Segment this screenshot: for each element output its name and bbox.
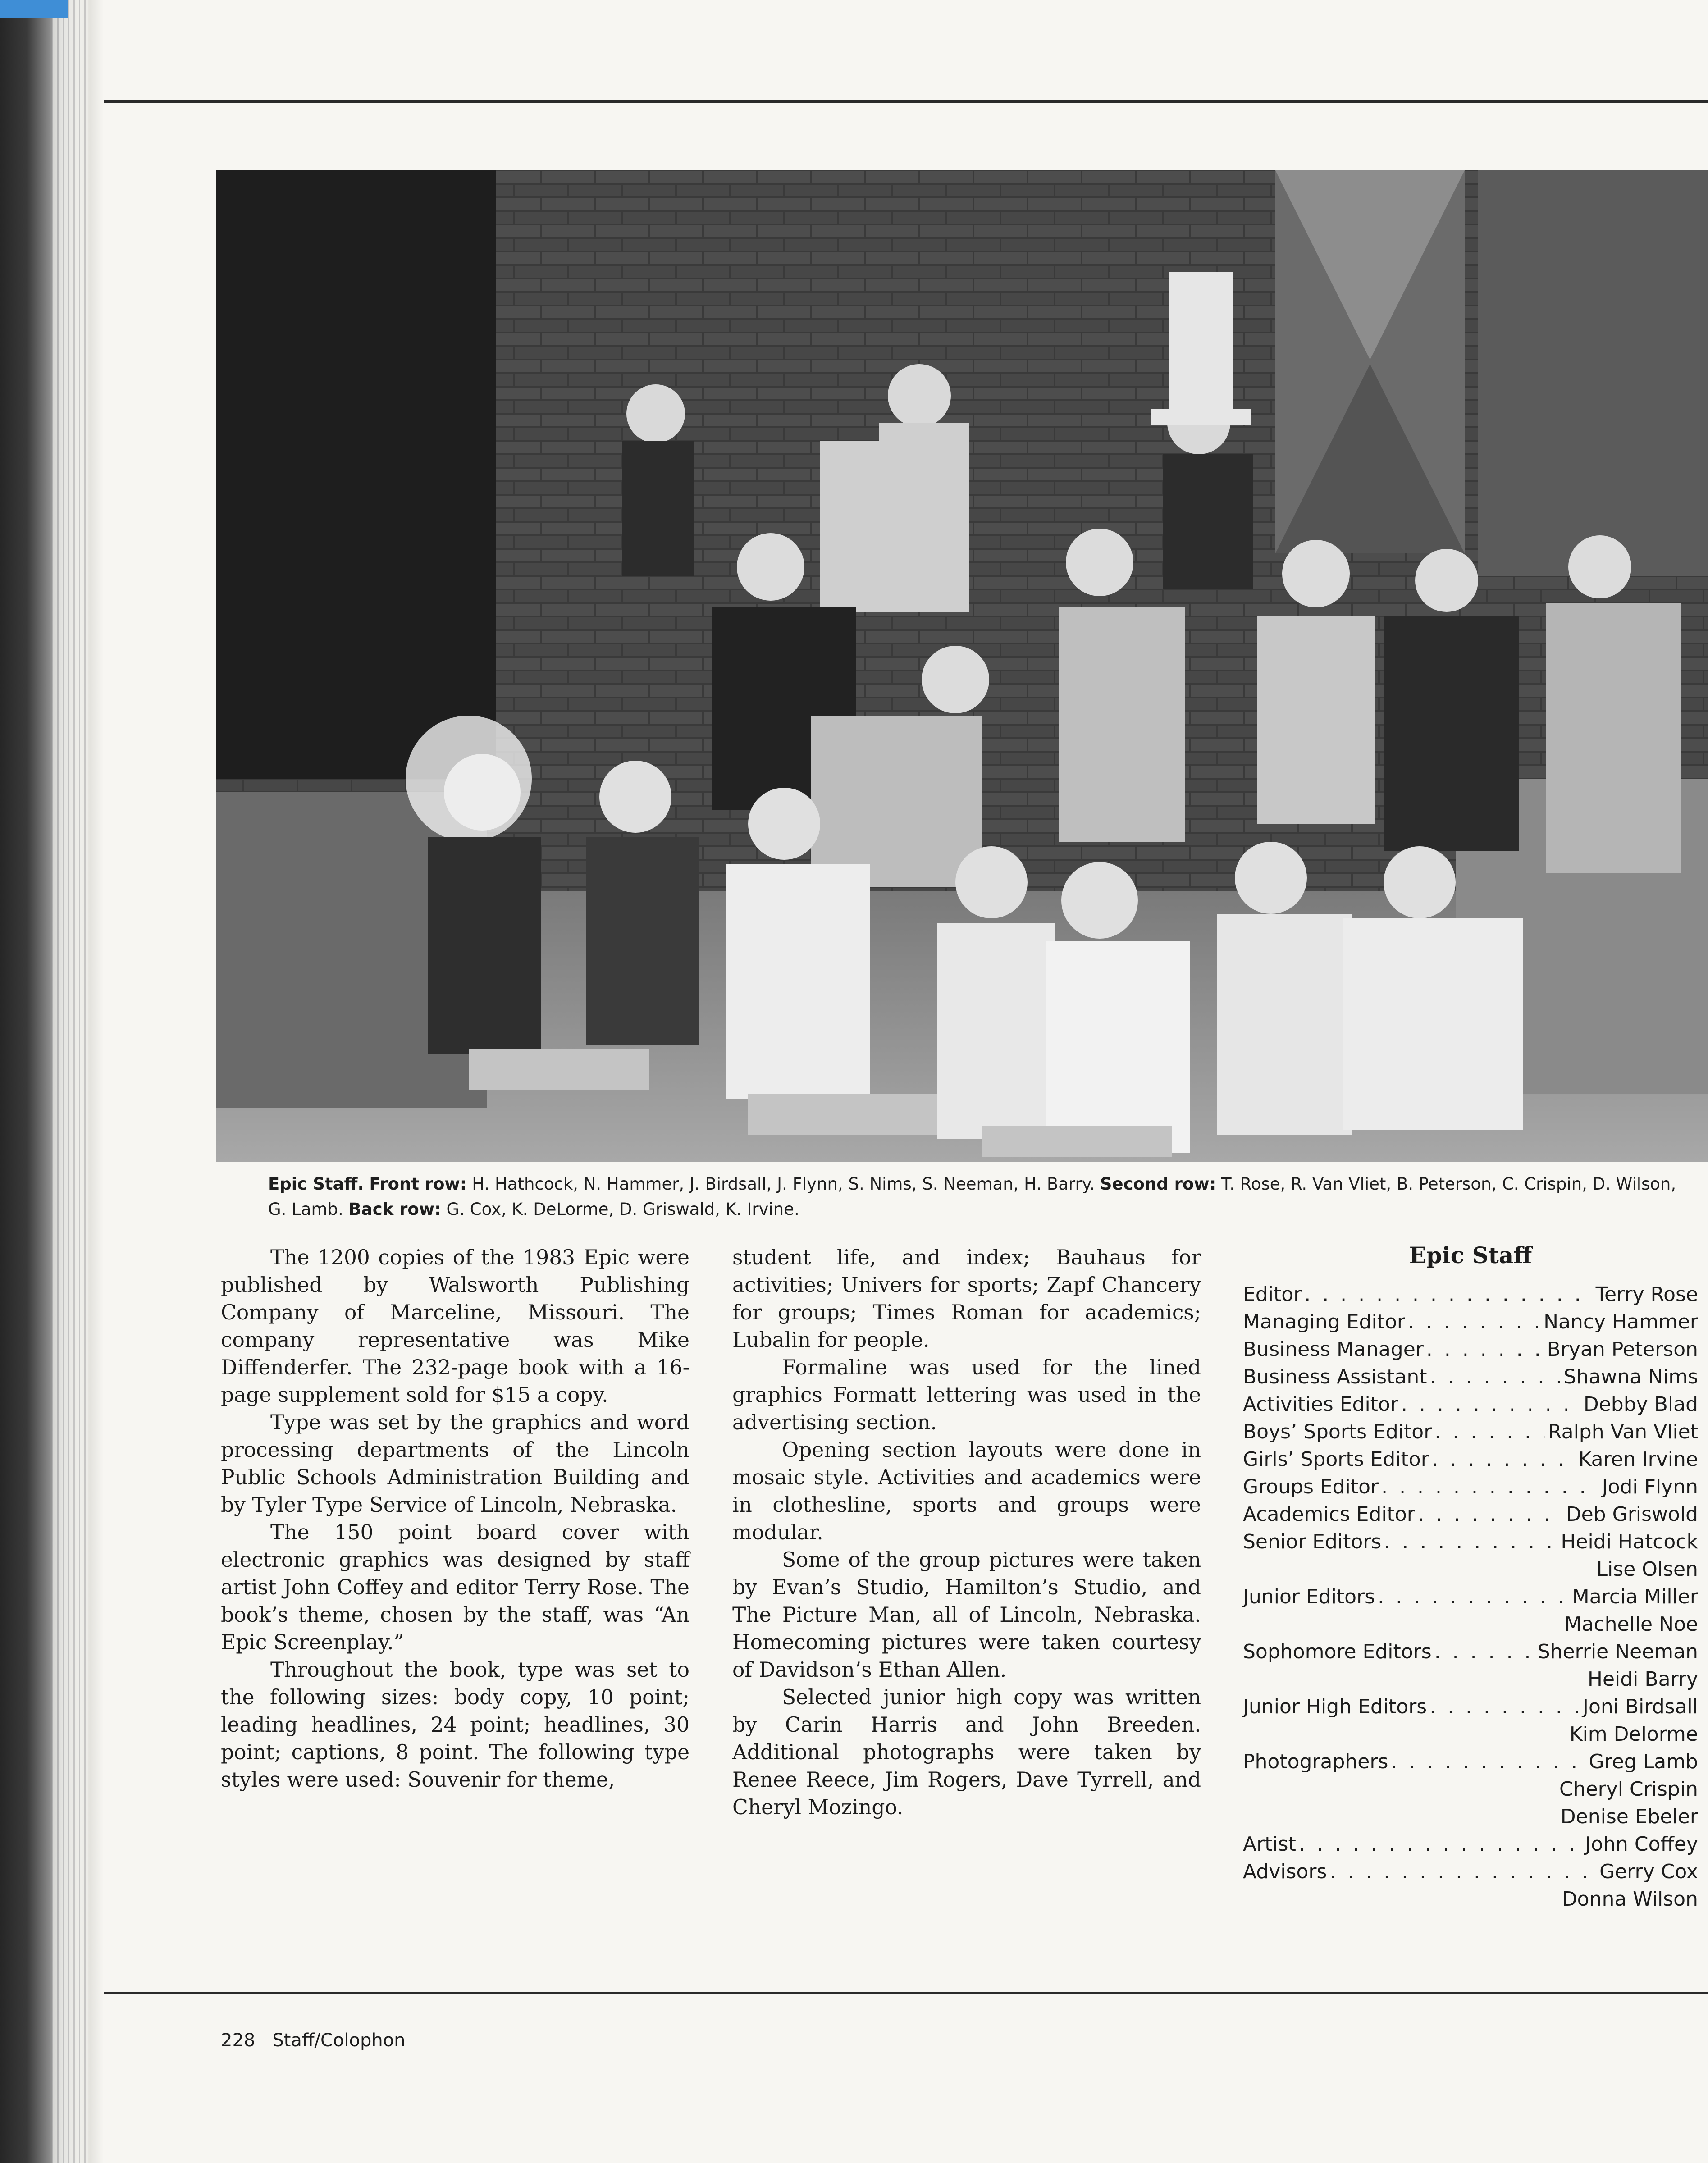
staff-role: Business Assistant	[1243, 1365, 1427, 1388]
staff-role: Junior Editors	[1243, 1585, 1375, 1608]
staff-list	[1243, 1241, 1698, 1913]
staff-name: Denise Ebeler	[1560, 1805, 1698, 1828]
leader-dots	[1426, 1336, 1544, 1363]
caption-front-names: H. Hathcock, N. Hammer, J. Birdsall, J. Flynn, S. Nims, S. Neeman, H. Barry.	[466, 1174, 1100, 1194]
leader-dots	[1418, 1501, 1563, 1528]
staff-entry	[1243, 1363, 1698, 1391]
staff-entry	[1243, 1830, 1698, 1858]
staff-name: Greg Lamb	[1589, 1750, 1698, 1773]
staff-entry	[1243, 1638, 1698, 1666]
leader-dots	[1384, 1528, 1558, 1556]
staff-name: Ralph Van Vliet	[1548, 1420, 1698, 1443]
staff-role: Junior High Editors	[1243, 1695, 1427, 1718]
staff-entry	[1243, 1308, 1698, 1336]
colophon-column-1	[221, 1244, 690, 1793]
leader-dots	[1432, 1446, 1576, 1473]
staff-role: Artist	[1243, 1833, 1296, 1856]
staff-entry	[1243, 1583, 1698, 1611]
staff-name: Deb Griswold	[1566, 1503, 1698, 1526]
staff-role: Editor	[1243, 1283, 1302, 1306]
staff-name: Cheryl Crispin	[1559, 1778, 1698, 1801]
leader-dots	[1401, 1391, 1581, 1418]
leader-dots	[1391, 1748, 1586, 1775]
staff-role: Senior Editors	[1243, 1530, 1382, 1553]
staff-role: Business Manager	[1243, 1338, 1424, 1361]
staff-role: Sophomore Editors	[1243, 1640, 1432, 1663]
bottom-rule	[104, 1992, 1708, 1994]
staff-entry	[1243, 1473, 1698, 1501]
leader-dots	[1408, 1308, 1541, 1336]
staff-role: Advisors	[1243, 1860, 1327, 1883]
staff-role: Boys’ Sports Editor	[1243, 1420, 1432, 1443]
paragraph-continued: student life, and index; Bauhaus for activities; Univers for sports; Zapf Chancery for groups; Times Roman for academics; Lubalin for people.	[732, 1246, 1201, 1352]
staff-name: Heidi Barry	[1587, 1668, 1698, 1691]
staff-name: Nancy Hammer	[1544, 1310, 1698, 1333]
top-rule	[104, 100, 1708, 103]
staff-name: Sherrie Neeman	[1537, 1640, 1698, 1663]
leader-dots	[1429, 1363, 1561, 1391]
staff-entry	[1243, 1281, 1698, 1308]
paragraph: The 150 point board cover with electronic graphics was designed by staff artist John Coffey and editor Terry Rose. The book’s theme, chosen by the staff, was “An Epic Screenplay.”	[221, 1520, 690, 1654]
staff-entry	[1243, 1418, 1698, 1446]
staff-entry	[1243, 1446, 1698, 1473]
page-edges	[52, 0, 88, 2163]
staff-entry	[1243, 1336, 1698, 1363]
staff-name: Donna Wilson	[1562, 1888, 1698, 1911]
paragraph: Selected junior high copy was written by Carin Harris and John Breeden. Additional photographs were taken by Renee Reece, Jim Rogers, Dave Tyrrell, and Cheryl Mozingo.	[732, 1685, 1201, 1819]
staff-name: Lise Olsen	[1596, 1558, 1698, 1581]
staff-entry	[1243, 1501, 1698, 1528]
book-binding	[0, 0, 104, 2163]
paragraph: Opening section layouts were done in mosaic style. Activities and academics were in clothesline, sports and groups were modular.	[732, 1438, 1201, 1544]
staff-name: Shawna Nims	[1563, 1365, 1698, 1388]
caption-second-names: T. Rose, R. Van Vliet, B. Peterson, C. Crispin, D. Wilson, G. Lamb.	[268, 1174, 1676, 1219]
staff-entry	[1243, 1748, 1698, 1775]
leader-dots	[1299, 1830, 1582, 1858]
staff-name: Machelle Noe	[1564, 1613, 1698, 1636]
leader-dots	[1434, 1638, 1535, 1666]
staff-name: Terry Rose	[1595, 1283, 1698, 1306]
staff-name: Heidi Hatcock	[1561, 1530, 1698, 1553]
page-footer	[221, 2030, 423, 2051]
leader-dots	[1429, 1693, 1580, 1720]
staff-name: Bryan Peterson	[1547, 1338, 1698, 1361]
caption-front-label: Front row:	[369, 1174, 467, 1194]
paragraph: Some of the group pictures were taken by Evan’s Studio, Hamilton’s Studio, and The Picture Man, all of Lincoln, Nebraska. Homecoming pictures were taken courtesy of Davidson’s Ethan Allen.	[732, 1548, 1201, 1682]
leader-dots	[1434, 1418, 1545, 1446]
staff-rows	[1243, 1281, 1698, 1913]
section-name: Staff/Colophon	[272, 2030, 406, 2051]
staff-role: Academics Editor	[1243, 1503, 1415, 1526]
leader-dots	[1378, 1583, 1570, 1611]
leader-dots	[1304, 1281, 1593, 1308]
staff-entry	[1243, 1528, 1698, 1556]
staff-entry	[1243, 1693, 1698, 1720]
staff-role: Groups Editor	[1243, 1475, 1379, 1498]
leader-dots	[1329, 1858, 1597, 1885]
paragraph: The 1200 copies of the 1983 Epic were published by Walsworth Publishing Company of Marceline, Missouri. The company representative was Mike Diffenderfer. The 232-page book with a 16-page supplement sold for $15 a copy.	[221, 1246, 690, 1407]
staff-role: Photographers	[1243, 1750, 1388, 1773]
colophon-column-2	[732, 1244, 1201, 1821]
staff-group-photo	[216, 170, 1708, 1162]
staff-list-title: Epic Staff	[1409, 1242, 1532, 1269]
staff-name: Jodi Flynn	[1602, 1475, 1698, 1498]
page-number: 228	[221, 2030, 256, 2051]
caption-back-label: Back row:	[348, 1200, 441, 1219]
paragraph: Throughout the book, type was set to the following sizes: body copy, 10 point; leading headlines, 24 point; headlines, 30 point; captions, 8 point. The following type styles were used: Souvenir for theme,	[221, 1658, 690, 1792]
staff-name: Marcia Miller	[1572, 1585, 1698, 1608]
caption-second-label: Second row:	[1100, 1174, 1216, 1194]
leader-dots	[1381, 1473, 1599, 1501]
staff-role: Girls’ Sports Editor	[1243, 1448, 1429, 1471]
paragraph: Type was set by the graphics and word processing departments of the Lincoln Public Schools Administration Building and by Tyler Type Service of Lincoln, Nebraska.	[221, 1410, 690, 1517]
staff-role: Managing Editor	[1243, 1310, 1405, 1333]
paragraph: Formaline was used for the lined graphics Formatt lettering was used in the advertising section.	[732, 1355, 1201, 1434]
staff-name: Debby Blad	[1583, 1393, 1698, 1416]
staff-name: Karen Irvine	[1578, 1448, 1698, 1471]
staff-name: John Coffey	[1585, 1833, 1698, 1856]
scan-marker	[0, 0, 68, 18]
staff-name: Joni Birdsall	[1583, 1695, 1698, 1718]
photo-caption	[268, 1172, 1688, 1222]
staff-name: Gerry Cox	[1599, 1860, 1698, 1883]
staff-name: Kim Delorme	[1569, 1723, 1698, 1746]
staff-entry	[1243, 1858, 1698, 1885]
staff-role: Activities Editor	[1243, 1393, 1398, 1416]
caption-title: Epic Staff.	[268, 1174, 364, 1194]
caption-back-names: G. Cox, K. DeLorme, D. Griswald, K. Irvine.	[441, 1200, 799, 1219]
staff-entry	[1243, 1391, 1698, 1418]
